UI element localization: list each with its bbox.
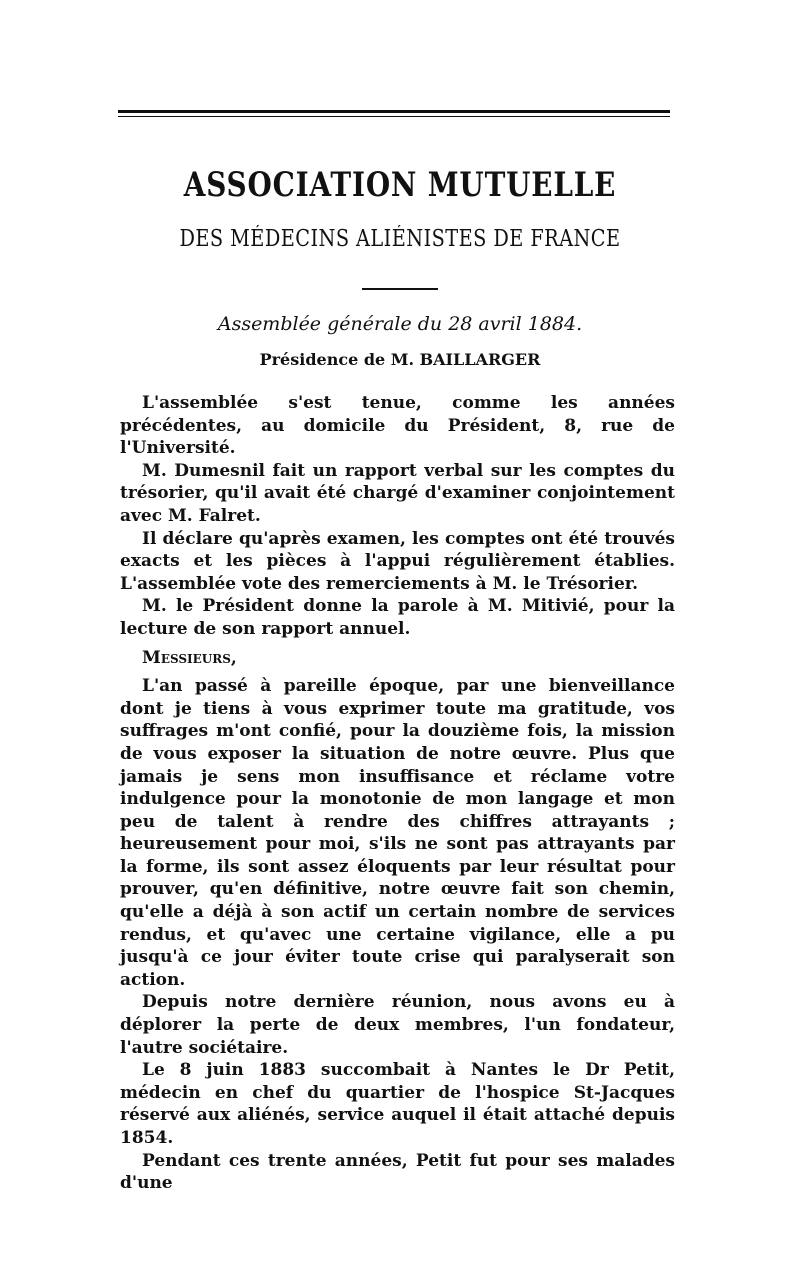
report-paragraph: Le 8 juin 1883 succombait à Nantes le Dr Petit, médecin en chef du quartier de l'hospice St-Jacques réservé aux aliénés, service auquel il était attaché depuis 1854. bbox=[120, 1060, 675, 1148]
report-paragraph: L'an passé à pareille époque, par une bienveillance dont je tiens à vous exprimer toute ma gratitude, vos suffrages m'ont confié, pour la douzième fois, la mission de vous exposer la situation de notre œuvre. Plus que jamais je sens mon insuffisance et réclame votre indulgence pour la monotonie de mon langage et mon peu de talent à rendre des chiffres attrayants ; heureusement pour moi, s'ils ne sont pas attrayants par la forme, ils sont assez éloquents par leur résultat pour prouver, qu'en définitive, notre œuvre fait son chemin, qu'elle a déjà à son actif un certain nombre de services rendus, et qu'avec une certaine vigilance, elle a pu jusqu'à ce jour éviter toute crise qui paralyserait son action. bbox=[120, 676, 675, 990]
report-paragraph: Depuis notre dernière réunion, nous avons eu à déplorer la perte de deux membres, l'un fondateur, l'autre sociétaire. bbox=[120, 992, 675, 1058]
paragraph: M. le Président donne la parole à M. Mitivié, pour la lecture de son rapport annuel. bbox=[120, 596, 675, 639]
document-subtitle: DES MÉDECINS ALIÉNISTES DE FRANCE bbox=[179, 226, 621, 252]
top-rule-thick bbox=[118, 110, 670, 113]
salutation: Messieurs, bbox=[142, 647, 237, 668]
assembly-heading: Assemblée générale du 28 avril 1884. bbox=[217, 313, 583, 335]
body-text bbox=[120, 392, 675, 1195]
section-divider bbox=[362, 288, 438, 290]
report-paragraph: Pendant ces trente années, Petit fut pour ses malades d'une bbox=[120, 1150, 675, 1194]
document-title: ASSOCIATION MUTUELLE bbox=[183, 165, 617, 205]
paragraph: Il déclare qu'après examen, les comptes ont été trouvés exacts et les pièces à l'appui régulièrement établies. L'assemblée vote des remerciements à M. le Trésorier. bbox=[120, 528, 675, 594]
top-rule-thin bbox=[118, 116, 670, 117]
presidency-line: Présidence de M. BAILLARGER bbox=[259, 350, 541, 369]
paragraph: M. Dumesnil fait un rapport verbal sur les comptes du trésorier, qu'il avait été chargé d'examiner conjointement avec M. Falret. bbox=[120, 460, 675, 526]
paragraph: L'assemblée s'est tenue, comme les années précédentes, au domicile du Président, 8, rue de l'Université. bbox=[120, 393, 675, 459]
